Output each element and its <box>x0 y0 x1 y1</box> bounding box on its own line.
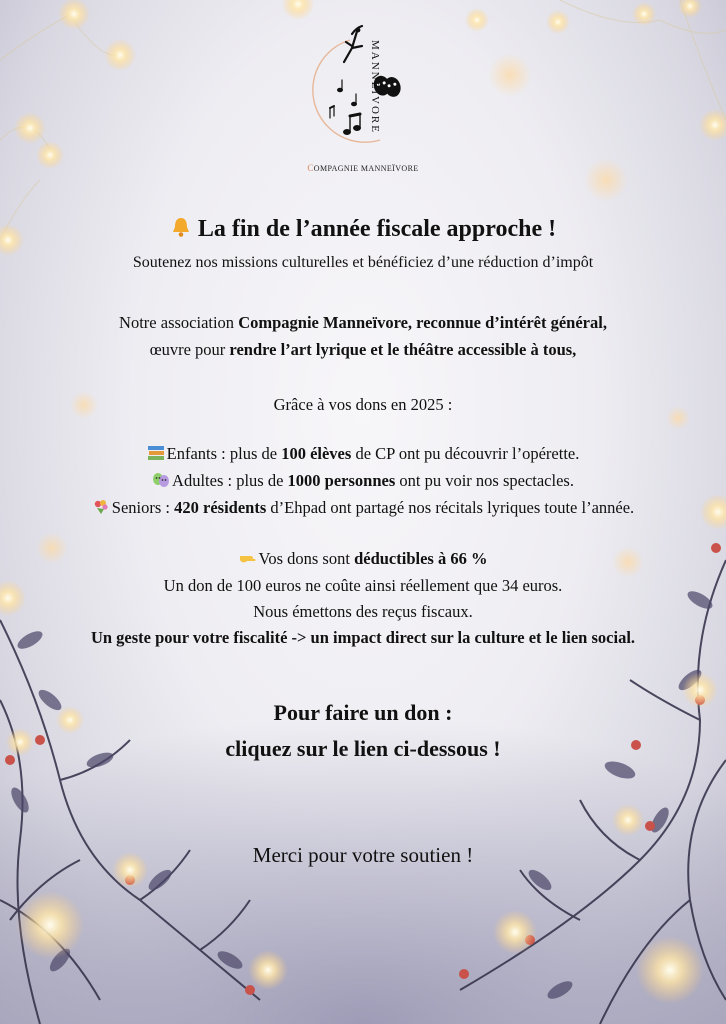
tax-example-line: Un don de 100 euros ne coûte ainsi réellement que 34 euros. <box>163 576 563 595</box>
association-name: Compagnie Manneïvore, reconnue d’intérêt général, <box>238 313 607 332</box>
deduction-rate: déductibles à 66 % <box>354 549 488 568</box>
bell-icon <box>170 216 192 238</box>
stat-adults: Adultes : plus de 1000 personnes ont pu voir nos spectacles. <box>0 471 726 491</box>
thanks-message: Merci pour votre soutien ! <box>252 843 474 867</box>
tax-receipt-line: Nous émettons des reçus fiscaux. <box>253 602 473 621</box>
logo-caption-text: OMPAGNIE MANNEÏVORE <box>313 164 419 173</box>
seniors-count: 420 résidents <box>174 498 267 517</box>
bouquet-icon <box>92 499 110 515</box>
theater-masks-icon <box>152 472 170 488</box>
stat-children: Enfants : plus de 100 élèves de CP ont pu découvrir l’opérette. <box>0 444 726 464</box>
books-icon <box>147 445 165 461</box>
logo-caption-initial: C <box>307 163 314 173</box>
intro-line-1: Notre association Compagnie Manneïvore, reconnue d’intérêt général, <box>119 313 607 332</box>
mission-text: rendre l’art lyrique et le théâtre accessible à tous, <box>229 340 577 359</box>
logo-caption <box>0 163 726 173</box>
subtitle: Soutenez nos missions culturelles et bénéficiez d’une réduction d’impôt <box>132 254 594 271</box>
tax-impact-line: Un geste pour votre fiscalité -> un impact direct sur la culture et le lien social. <box>90 628 636 647</box>
title-text: La fin de l’année fiscale approche ! <box>197 216 557 242</box>
cta-line-1: Pour faire un don : <box>273 700 453 725</box>
pointing-hand-icon <box>239 550 257 566</box>
children-count: 100 élèves <box>281 444 352 463</box>
stat-seniors: Seniors : 420 résidents d’Ehpad ont partagé nos récitals lyriques toute l’année. <box>0 498 726 518</box>
intro-line-2: œuvre pour rendre l’art lyrique et le théâtre accessible à tous, <box>149 340 577 359</box>
page-title <box>0 216 726 243</box>
logo-vertical-text: MANNEÏVORE <box>369 40 381 134</box>
grace-line: Grâce à vos dons en 2025 : <box>273 395 453 414</box>
adults-count: 1000 personnes <box>287 471 396 490</box>
cta-line-2: cliquez sur le lien ci-dessous ! <box>225 736 501 761</box>
company-logo <box>300 22 430 162</box>
tax-deductible-line: Vos dons sont déductibles à 66 % <box>0 549 726 569</box>
